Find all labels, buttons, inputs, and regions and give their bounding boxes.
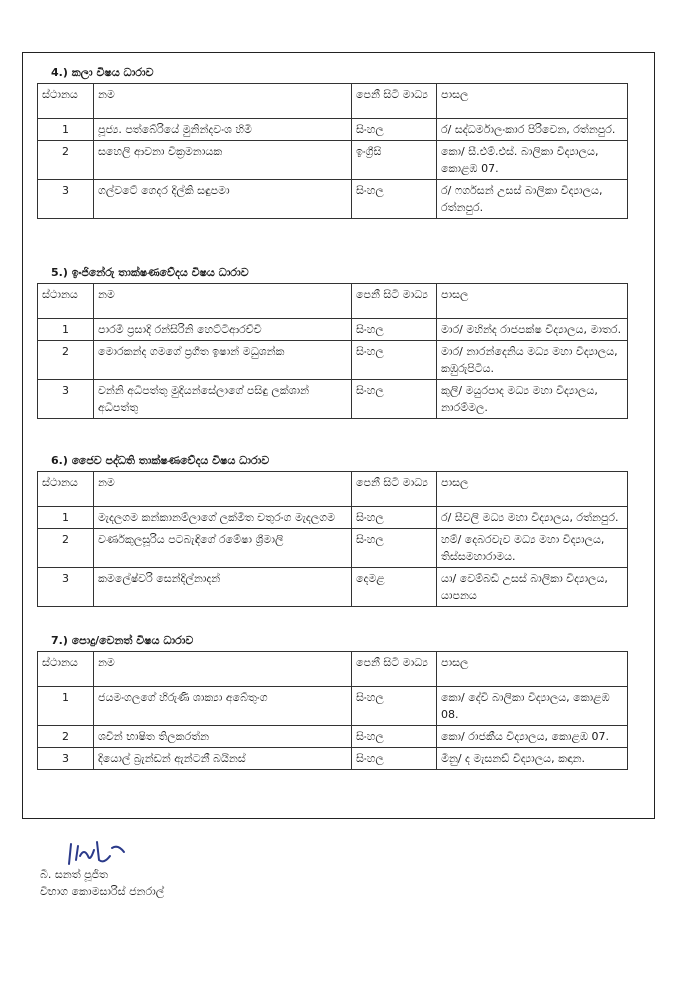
results-table [37, 651, 628, 770]
section-arts-stream [37, 66, 627, 219]
name-cell: ගල්වටේ ගෙදර දිල්කි සඳුපමා [94, 180, 352, 219]
school-cell: කො/ රාජකීය විද්‍යාලය, කොළඹ 07. [437, 726, 628, 748]
rank-cell: 2 [38, 726, 94, 748]
table-row [38, 748, 628, 770]
medium-cell: සිංහල [352, 687, 437, 726]
header-name: නම [94, 84, 352, 119]
medium-cell: ඉංග්‍රීසි [352, 141, 437, 180]
name-cell: පාරමි ප්‍රසාදි රන්සිරිනි හෙට්ටිආරච්චි [94, 319, 352, 341]
name-cell: ශවින් භාෂිත තිලකරත්න [94, 726, 352, 748]
header-medium: පෙනී සිටි මාධ්‍ය [352, 284, 437, 319]
name-cell: මැදලගම කන්කානම්ලාගේ ලක්මිත චතුරංග මැදලගම [94, 507, 352, 529]
table-row [38, 687, 628, 726]
handwritten-signature [64, 838, 144, 868]
school-cell: කො/ සී.එම්.එස්. බාලිකා විද්‍යාලය, කොළඹ 07. [437, 141, 628, 180]
name-cell: ජයමංගලගේ හිරුණි ශාක්‍යා අබේතුංග [94, 687, 352, 726]
school-cell: කුලි/ මයුරපාද මධ්‍ය මහා විද්‍යාලය, නාරම්මල. [437, 380, 628, 419]
table-row [38, 380, 628, 419]
medium-cell: සිංහල [352, 380, 437, 419]
header-school: පාසල [437, 84, 628, 119]
name-cell: වන්නි අධිපත්තු මුදියන්සේලාගේ පසිඳු ලක්ශාන් අධිපත්තු [94, 380, 352, 419]
section-engineering-technology-stream [37, 266, 627, 419]
school-cell: මාර/ නාරන්දෙනිය මධ්‍ය මහා විද්‍යාලය, කඹුරුපිටිය. [437, 341, 628, 380]
rank-cell: 3 [38, 568, 94, 607]
header-name: නම [94, 284, 352, 319]
school-cell: කො/ දේවි බාලිකා විද්‍යාලය, කොළඹ 08. [437, 687, 628, 726]
table-row [38, 568, 628, 607]
medium-cell: සිංහල [352, 341, 437, 380]
header-school: පාසල [437, 652, 628, 687]
name-cell: කමලේෂ්වරි සෙන්දිල්නාදන් [94, 568, 352, 607]
header-medium: පෙනී සිටි මාධ්‍ය [352, 652, 437, 687]
medium-cell: සිංහල [352, 726, 437, 748]
table-row [38, 180, 628, 219]
medium-cell: සිංහල [352, 507, 437, 529]
table-row [38, 141, 628, 180]
medium-cell: සිංහල [352, 319, 437, 341]
name-cell: මොරකන්ද ගමගේ ප්‍රගීත ඉෂාන් මධුශන්ක [94, 341, 352, 380]
rank-cell: 1 [38, 507, 94, 529]
school-cell: යා/ වෙම්බඩි උසස් බාලිකා විද්‍යාලය, යාපනය [437, 568, 628, 607]
header-name: නම [94, 472, 352, 507]
rank-cell: 3 [38, 748, 94, 770]
header-school: පාසල [437, 284, 628, 319]
section-title: 4.) කලා විෂය ධාරාව [51, 66, 154, 79]
header-rank: ස්ථානය [38, 652, 94, 687]
medium-cell: සිංහල [352, 180, 437, 219]
school-cell: හම්/ දෙබරවැව මධ්‍ය මහා විද්‍යාලය, තිස්සමහාරාමය. [437, 529, 628, 568]
header-medium: පෙනී සිටි මාධ්‍ය [352, 472, 437, 507]
header-rank: ස්ථානය [38, 472, 94, 507]
table-row [38, 726, 628, 748]
rank-cell: 2 [38, 529, 94, 568]
table-header-row [38, 652, 628, 687]
rank-cell: 1 [38, 319, 94, 341]
rank-cell: 3 [38, 180, 94, 219]
section-common-other-stream [37, 634, 627, 770]
rank-cell: 1 [38, 687, 94, 726]
school-cell: ර/ සීවලි මධ්‍ය මහා විද්‍යාලය, රත්නපුර. [437, 507, 628, 529]
medium-cell: සිංහල [352, 119, 437, 141]
table-header-row [38, 284, 628, 319]
results-table [37, 83, 628, 219]
section-biosystems-technology-stream [37, 454, 627, 607]
section-title: 5.) ඉංජිනේරු තාක්ෂණවේදය විෂය ධාරාව [51, 266, 249, 279]
school-cell: මීනු/ ද මැසනඩ් විද්‍යාලය, කඳාන. [437, 748, 628, 770]
medium-cell: සිංහල [352, 748, 437, 770]
name-cell: සහෙලි ආවනා වික්‍රමනායක [94, 141, 352, 180]
school-cell: මාර/ මහින්ද රාජපක්ෂ විද්‍යාලය, මාතර. [437, 319, 628, 341]
table-row [38, 507, 628, 529]
rank-cell: 2 [38, 341, 94, 380]
medium-cell: දෙමළ [352, 568, 437, 607]
medium-cell: සිංහල [352, 529, 437, 568]
table-row [38, 529, 628, 568]
header-rank: ස්ථානය [38, 84, 94, 119]
header-name: නම [94, 652, 352, 687]
name-cell: පූජ්‍ය. පත්බේරියේ මුනින්දවංශ හිමි [94, 119, 352, 141]
signatory-name: බී. සනත් පූජිත [40, 868, 108, 881]
rank-cell: 3 [38, 380, 94, 419]
table-row [38, 119, 628, 141]
school-cell: ර/ සද්ධර්මාලංකාර පිරිවෙන, රත්නපුර. [437, 119, 628, 141]
header-medium: පෙනී සිටි මාධ්‍ය [352, 84, 437, 119]
section-title: 6.) ජෛව පද්ධති තාක්ෂණවේදය විෂය ධාරාව [51, 454, 270, 467]
table-row [38, 319, 628, 341]
table-row [38, 341, 628, 380]
section-title: 7.) පොදු/වෙනත් විෂය ධාරාව [51, 634, 194, 647]
header-rank: ස්ථානය [38, 284, 94, 319]
rank-cell: 2 [38, 141, 94, 180]
school-cell: ර/ ෆර්ගසන් උසස් බාලිකා විද්‍යාලය, රත්නපුර. [437, 180, 628, 219]
name-cell: දියොල් බ්‍රැන්ඩන් ඇන්ටනී බයිනස් [94, 748, 352, 770]
name-cell: වර්ණකුලසූරිය පටබැඳිගේ රමේෂා ශ්‍රීමාලි [94, 529, 352, 568]
header-school: පාසල [437, 472, 628, 507]
table-header-row [38, 472, 628, 507]
signatory-title: විභාග කොමසාරිස් ජනරාල් [40, 885, 165, 898]
results-table [37, 471, 628, 607]
rank-cell: 1 [38, 119, 94, 141]
table-header-row [38, 84, 628, 119]
results-table [37, 283, 628, 419]
